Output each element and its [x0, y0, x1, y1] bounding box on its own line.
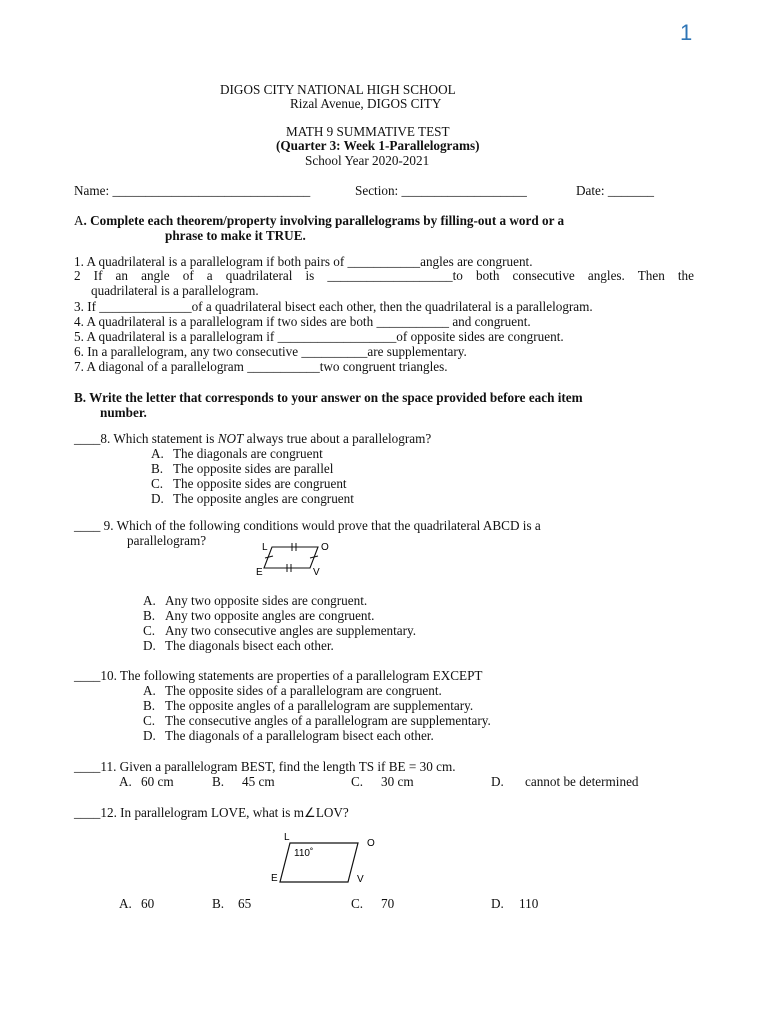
q10-stem: ____10. The following statements are properties of a parallelogram EXCEPT — [74, 668, 483, 683]
option-letter: D. — [143, 728, 156, 743]
option-text: The opposite angles are congruent — [173, 491, 354, 506]
q8-option-c[interactable] — [151, 476, 347, 492]
q12-option-b[interactable] — [212, 896, 251, 912]
q9-option-a[interactable] — [143, 593, 367, 609]
option-letter: D. — [491, 896, 504, 911]
option-text: 110 — [519, 896, 539, 911]
option-text: The opposite sides of a parallelogram are congruent. — [165, 683, 442, 698]
part-a-instruction-line2: phrase to make it TRUE. — [165, 228, 306, 243]
q8-option-d[interactable] — [151, 491, 354, 507]
option-text: 70 — [381, 896, 395, 911]
option-letter: A. — [151, 446, 164, 461]
part-a-instruction-line1: . Complete each theorem/property involving parallelograms by filling-out a word or a — [83, 213, 565, 228]
q10-option-c[interactable] — [143, 713, 491, 729]
option-letter: C. — [151, 476, 164, 491]
q8-stem — [74, 431, 431, 447]
q8-stem-end: always true about a parallelogram? — [243, 431, 432, 446]
option-text: The consecutive angles of a parallelogram are supplementary. — [165, 713, 491, 728]
option-letter: C. — [143, 623, 156, 638]
option-text: Any two consecutive angles are supplementary. — [165, 623, 417, 638]
option-text: The opposite sides are parallel — [173, 461, 334, 476]
part-a-item-2: 2 If an angle of a quadrilateral is ___________________to both consecutive angles. Then the — [74, 268, 694, 283]
option-text: Any two opposite sides are congruent. — [165, 593, 368, 608]
angle-label: 110˚ — [294, 848, 314, 859]
option-text: The diagonals are congruent — [173, 446, 323, 461]
vertex-label-o: O — [367, 838, 375, 849]
part-a-item-5: 5. A quadrilateral is a parallelogram if __________________of opposite sides are congruent. — [74, 329, 564, 344]
name-field[interactable]: Name: ______________________________ — [74, 183, 311, 198]
part-b-instruction-line1: B. Write the letter that corresponds to your answer on the space provided before each item — [74, 390, 583, 405]
option-letter: C. — [143, 713, 156, 728]
option-letter: A. — [143, 593, 156, 608]
part-a-item-1: 1. A quadrilateral is a parallelogram if both pairs of ___________angles are congruent. — [74, 254, 533, 269]
option-text: 30 cm — [381, 774, 414, 789]
option-letter: C. — [351, 896, 364, 911]
option-text: The opposite sides are congruent — [173, 476, 347, 491]
school-name: DIGOS CITY NATIONAL HIGH SCHOOL — [220, 82, 456, 97]
vertex-label-v: V — [313, 567, 320, 578]
q8-option-b[interactable] — [151, 461, 333, 477]
option-text: 60 — [141, 896, 155, 911]
vertex-label-o: O — [321, 542, 329, 553]
option-letter: D. — [491, 774, 504, 789]
q11-option-c[interactable] — [351, 774, 414, 790]
q11-stem: ____11. Given a parallelogram BEST, find the length TS if BE = 30 cm. — [74, 759, 456, 774]
q9-stem-line2: parallelogram? — [127, 533, 207, 548]
part-a-letter: A — [74, 213, 84, 228]
part-a-item-3: 3. If ______________of a quadrilateral bisect each other, then the quadrilateral is a parallelogram. — [74, 299, 593, 314]
q9-parallelogram-figure — [252, 536, 336, 580]
part-a-item-4: 4. A quadrilateral is a parallelogram if two sides are both ___________ and congruent. — [74, 314, 531, 329]
option-letter: A. — [119, 896, 132, 911]
q12-option-a[interactable] — [119, 896, 154, 912]
q12-option-d[interactable] — [491, 896, 538, 912]
q12-option-c[interactable] — [351, 896, 394, 912]
quarter-label: (Quarter 3: Week 1-Parallelograms) — [276, 138, 480, 153]
part-a-instruction — [74, 213, 564, 229]
q11-option-a[interactable] — [119, 774, 174, 790]
school-year: School Year 2020-2021 — [305, 153, 430, 168]
vertex-label-l: L — [284, 832, 290, 843]
q8-option-a[interactable] — [151, 446, 323, 462]
section-field[interactable]: Section: ___________________ — [355, 183, 527, 198]
part-a-item-6: 6. In a parallelogram, any two consecutive __________are supplementary. — [74, 344, 467, 359]
q12-parallelogram-figure — [266, 830, 386, 888]
test-title: MATH 9 SUMMATIVE TEST — [286, 124, 450, 139]
q9-stem-line1: ____ 9. Which of the following conditions would prove that the quadrilateral ABCD is a — [74, 518, 541, 533]
option-letter: D. — [151, 491, 164, 506]
q8-stem-start: ____8. Which statement is — [74, 431, 218, 446]
option-text: 45 cm — [242, 774, 275, 789]
q10-option-a[interactable] — [143, 683, 442, 699]
q9-option-c[interactable] — [143, 623, 416, 639]
option-letter: C. — [351, 774, 364, 789]
option-letter: B. — [212, 896, 225, 911]
option-letter: A. — [119, 774, 132, 789]
option-text: 60 cm — [141, 774, 174, 789]
option-letter: D. — [143, 638, 156, 653]
q12-stem: ____12. In parallelogram LOVE, what is m∠LOV? — [74, 805, 349, 820]
vertex-label-v: V — [357, 874, 364, 885]
vertex-label-e: E — [271, 873, 278, 884]
part-b-instruction-line2: number. — [100, 405, 147, 420]
option-text: cannot be determined — [525, 774, 639, 789]
q8-stem-emphasis: NOT — [217, 431, 244, 446]
vertex-label-e: E — [256, 567, 263, 578]
option-letter: B. — [151, 461, 164, 476]
q9-option-b[interactable] — [143, 608, 374, 624]
option-letter: A. — [143, 683, 156, 698]
date-field[interactable]: Date: _______ — [576, 183, 655, 198]
q11-option-d[interactable] — [491, 774, 639, 790]
part-a-item-7: 7. A diagonal of a parallelogram ___________two congruent triangles. — [74, 359, 448, 374]
option-letter: B. — [143, 608, 156, 623]
parallelogram-shape — [280, 843, 358, 882]
vertex-label-l: L — [262, 542, 268, 553]
part-a-item-2-cont: quadrilateral is a parallelogram. — [91, 283, 259, 298]
option-letter: B. — [212, 774, 225, 789]
q10-option-b[interactable] — [143, 698, 473, 714]
q9-option-d[interactable] — [143, 638, 334, 654]
option-text: Any two opposite angles are congruent. — [165, 608, 375, 623]
q11-option-b[interactable] — [212, 774, 275, 790]
option-letter: B. — [143, 698, 156, 713]
page-number: 1 — [680, 20, 693, 45]
option-text: 65 — [238, 896, 252, 911]
option-text: The diagonals bisect each other. — [165, 638, 334, 653]
option-text: The opposite angles of a parallelogram are supplementary. — [165, 698, 474, 713]
school-address: Rizal Avenue, DIGOS CITY — [290, 96, 442, 111]
option-text: The diagonals of a parallelogram bisect each other. — [165, 728, 434, 743]
q10-option-d[interactable] — [143, 728, 434, 744]
